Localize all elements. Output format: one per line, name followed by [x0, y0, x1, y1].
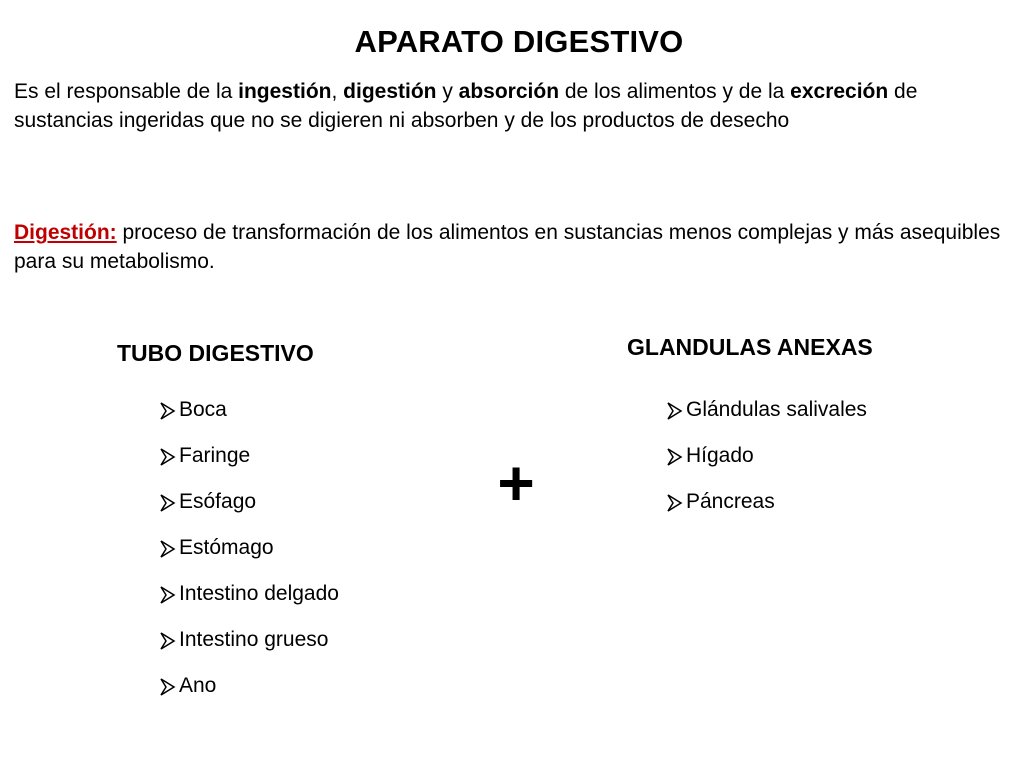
glandulas-anexas-list	[665, 398, 867, 536]
intro-keyword-ingestion: ingestión	[238, 80, 332, 103]
list-item-label: Glándulas salivales	[686, 398, 867, 421]
arrow-bullet-icon	[665, 490, 685, 512]
definition-paragraph	[14, 218, 1014, 276]
intro-text: de sustancias ingeridas que no se digieren ni absorben y de los productos de desecho	[14, 80, 918, 132]
glandulas-anexas-heading: GLANDULAS ANEXAS	[627, 334, 873, 360]
arrow-bullet-icon	[158, 444, 178, 466]
definition-text: proceso de transformación de los alimentos en sustancias menos complejas y más asequibles para su metabolismo.	[14, 221, 1001, 273]
list-item-label: Intestino delgado	[179, 582, 339, 605]
list-item-label: Esófago	[179, 490, 257, 513]
intro-keyword-digestion: digestión	[343, 80, 437, 103]
list-item-label: Intestino grueso	[179, 628, 329, 651]
list-item-label: Estómago	[179, 536, 274, 559]
intro-text: ,	[331, 80, 344, 103]
tubo-digestivo-list	[158, 398, 339, 720]
page-title: APARATO DIGESTIVO	[354, 24, 684, 59]
list-item-label: Hígado	[686, 444, 754, 467]
arrow-bullet-icon	[158, 398, 178, 420]
arrow-bullet-icon	[665, 398, 685, 420]
list-item-label: Ano	[179, 674, 217, 697]
tubo-digestivo-heading: TUBO DIGESTIVO	[117, 340, 314, 366]
arrow-bullet-icon	[158, 536, 178, 558]
intro-keyword-absorcion: absorción	[458, 80, 560, 103]
arrow-bullet-icon	[158, 674, 178, 696]
list-item	[665, 444, 867, 490]
intro-text: de los alimentos y de la	[559, 80, 791, 103]
intro-keyword-excrecion: excreción	[790, 80, 889, 103]
intro-text: Es el responsable de la	[14, 80, 239, 103]
arrow-bullet-icon	[158, 628, 178, 650]
list-item	[665, 490, 867, 536]
list-item	[158, 398, 339, 444]
list-item	[158, 444, 339, 490]
list-item	[158, 628, 339, 674]
arrow-bullet-icon	[158, 582, 178, 604]
definition-term: Digestión:	[14, 221, 117, 244]
list-item	[158, 490, 339, 536]
list-item	[158, 582, 339, 628]
list-item-label: Boca	[179, 398, 227, 421]
list-item	[158, 674, 339, 720]
list-item	[158, 536, 339, 582]
plus-sign: +	[497, 447, 535, 519]
arrow-bullet-icon	[158, 490, 178, 512]
list-item-label: Páncreas	[686, 490, 775, 513]
list-item-label: Faringe	[179, 444, 251, 467]
arrow-bullet-icon	[665, 444, 685, 466]
intro-text: y	[436, 80, 459, 103]
intro-paragraph	[14, 77, 1014, 135]
list-item	[665, 398, 867, 444]
